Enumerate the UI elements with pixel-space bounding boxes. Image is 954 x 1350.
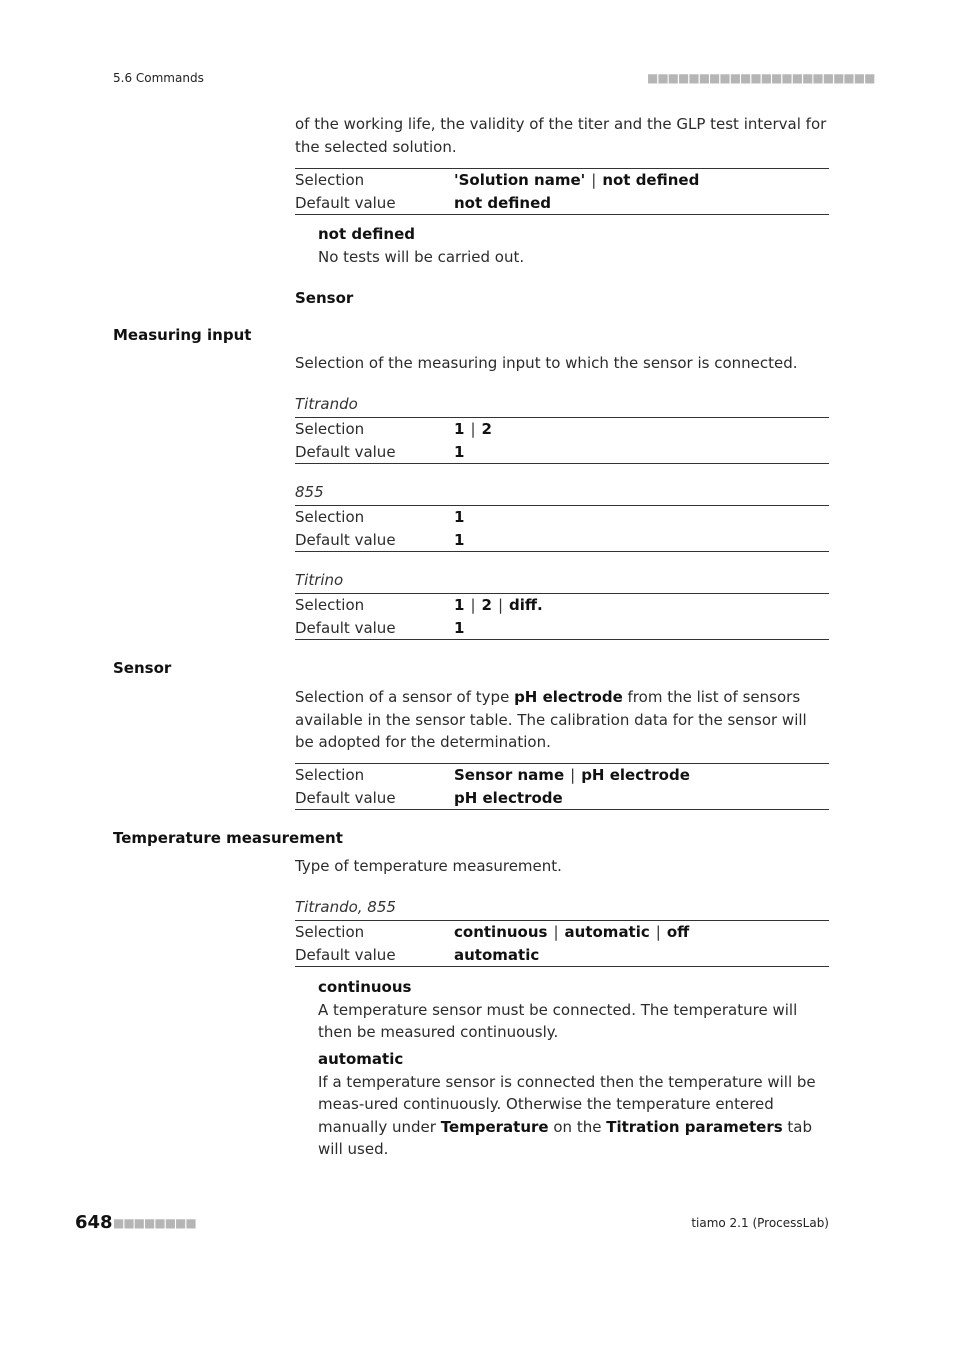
automatic-definition	[318, 1048, 829, 1161]
table-row	[295, 787, 829, 810]
sensor-group-title: Sensor	[295, 289, 354, 307]
table-row	[295, 617, 829, 640]
selection-label: Selection	[295, 596, 365, 614]
measuring-input-description: Selection of the measuring input to which the sensor is connected.	[295, 354, 798, 372]
table-row	[295, 944, 829, 967]
definition-term: not defined	[318, 225, 415, 243]
table-row	[295, 529, 829, 552]
definition-description: No tests will be carried out.	[318, 247, 525, 266]
sensor-heading: Sensor	[113, 659, 172, 677]
running-header-dots: ■■■■■■■■■■■■■■■■■■■■■■	[647, 71, 875, 85]
running-header-section: 5.6 Commands	[113, 71, 204, 85]
default-label: Default value	[295, 788, 396, 807]
table-row	[295, 506, 829, 529]
855-table	[295, 505, 829, 552]
default-value: 1	[454, 618, 465, 637]
table-row	[295, 418, 829, 441]
table-row	[295, 169, 829, 192]
temperature-caption: Titrando, 855	[295, 898, 396, 916]
titrino-table	[295, 593, 829, 640]
selection-label: Selection	[295, 923, 365, 941]
solution-parameter-table	[295, 168, 829, 215]
selection-label: Selection	[295, 171, 365, 189]
temperature-heading: Temperature measurement	[113, 829, 343, 847]
measuring-input-heading: Measuring input	[113, 326, 252, 344]
table-row	[295, 764, 829, 787]
selection-values: continuous | automatic | off	[454, 923, 690, 941]
footer-dots: ■■■■■■■■	[113, 1216, 196, 1230]
selection-values: 1 | 2 | diff.	[454, 596, 543, 614]
temperature-description: Type of temperature measurement.	[295, 857, 562, 875]
selection-values: Sensor name | pH electrode	[454, 766, 690, 784]
page-number: 648	[75, 1212, 113, 1233]
default-value: not defined	[454, 193, 551, 212]
selection-label: Selection	[295, 508, 365, 526]
definition-description: If a temperature sensor is connected then the temperature will be meas-ured continuously. Otherwise the temperature entered manually under Temperature on the Titration parameters tab will used.	[318, 1072, 816, 1158]
titrino-caption: Titrino	[295, 571, 344, 589]
table-row	[295, 192, 829, 215]
selection-values: 1	[454, 508, 465, 526]
sensor-description: Selection of a sensor of type pH electrode from the list of sensors available in the sensor table. The calibration data for the sensor will be adopted for the determination.	[295, 688, 807, 751]
definition-term: continuous	[318, 978, 412, 996]
selection-label: Selection	[295, 420, 365, 438]
continuous-definition	[318, 976, 829, 1044]
table-row	[295, 921, 829, 944]
default-label: Default value	[295, 193, 396, 212]
intro-paragraph: of the working life, the validity of the titer and the GLP test interval for the selected solution.	[295, 115, 827, 156]
default-label: Default value	[295, 442, 396, 461]
default-value: 1	[454, 530, 465, 549]
selection-label: Selection	[295, 766, 365, 784]
temperature-table	[295, 920, 829, 967]
default-label: Default value	[295, 945, 396, 964]
not-defined-definition	[318, 223, 829, 268]
default-label: Default value	[295, 618, 396, 637]
sensor-table	[295, 763, 829, 810]
default-value: 1	[454, 442, 465, 461]
table-row	[295, 594, 829, 617]
footer-product: tiamo 2.1 (ProcessLab)	[691, 1216, 829, 1230]
definition-term: automatic	[318, 1050, 404, 1068]
default-value: automatic	[454, 945, 540, 964]
selection-values: 1 | 2	[454, 420, 492, 438]
table-row	[295, 441, 829, 464]
titrando-caption: Titrando	[295, 395, 358, 413]
855-caption: 855	[295, 483, 324, 501]
selection-values: 'Solution name' | not defined	[454, 171, 700, 189]
default-label: Default value	[295, 530, 396, 549]
titrando-table	[295, 417, 829, 464]
definition-description: A temperature sensor must be connected. The temperature will then be measured continuously.	[318, 1000, 798, 1041]
default-value: pH electrode	[454, 788, 563, 807]
